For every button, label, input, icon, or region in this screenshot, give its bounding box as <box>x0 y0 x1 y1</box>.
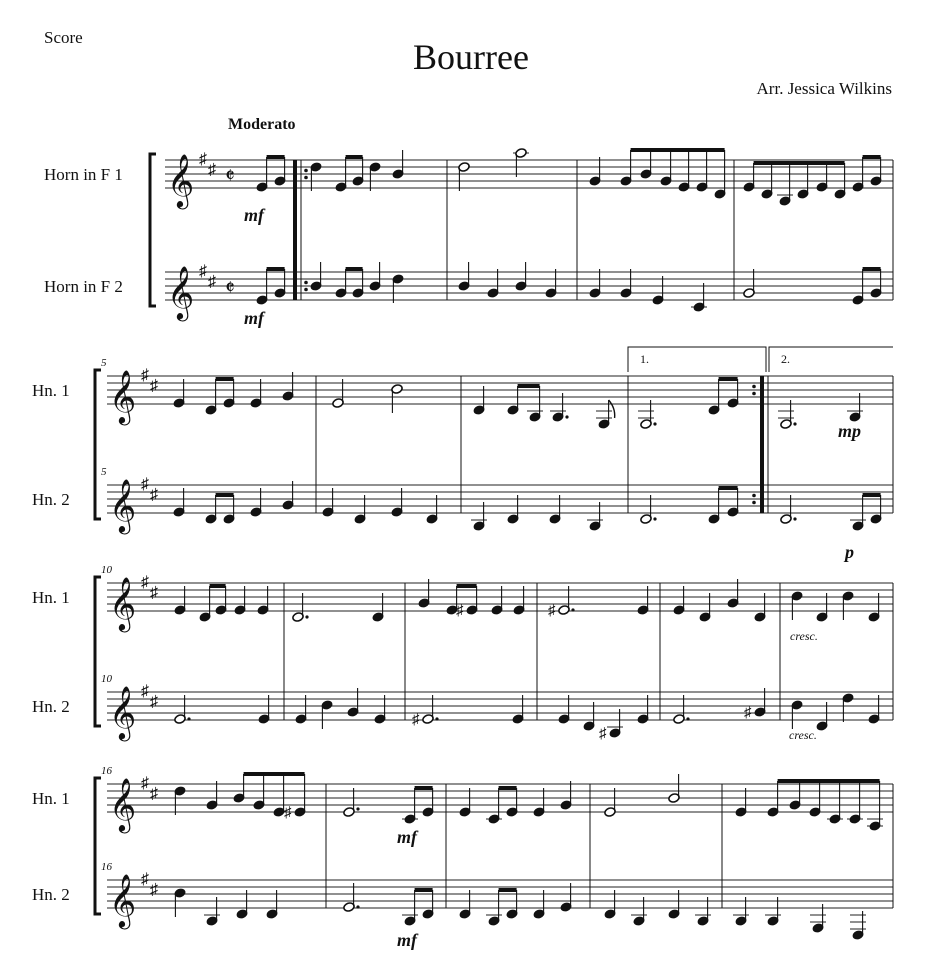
sharp-icon: ♯ <box>208 161 216 179</box>
repeat-dot <box>304 288 308 292</box>
measure-number: 10 <box>101 564 112 576</box>
sharp-icon: ♯ <box>150 486 158 504</box>
page-title: Bourree <box>413 37 529 77</box>
instrument-name-horn-2: Hn. 2 <box>32 697 70 716</box>
treble-clef-icon: 𝄞 <box>167 267 195 318</box>
sharp-icon: ♯ <box>150 377 158 395</box>
augmentation-dot <box>653 517 656 520</box>
arranger-credit: Arr. Jessica Wilkins <box>756 79 892 98</box>
system-bracket <box>95 778 101 914</box>
augmentation-dot <box>356 807 359 810</box>
sharp-icon: ♯ <box>141 476 149 493</box>
accidental-sharp-icon: ♯ <box>456 603 464 619</box>
system-bracket <box>95 370 101 519</box>
system-bracket <box>95 577 101 726</box>
repeat-dot <box>752 392 756 396</box>
augmentation-dot <box>305 615 308 618</box>
accidental-sharp-icon: ♯ <box>412 712 420 728</box>
instrument-name-horn-1: Hn. 1 <box>32 789 70 808</box>
repeat-dot <box>752 494 756 498</box>
sharp-icon: ♯ <box>141 367 149 384</box>
augmentation-dot <box>793 422 796 425</box>
augmentation-dot <box>793 517 796 520</box>
repeat-dot <box>752 501 756 505</box>
augmentation-dot <box>356 905 359 908</box>
treble-clef-icon: 𝄞 <box>109 779 137 830</box>
instrument-name-horn-2: Horn in F 2 <box>44 277 123 296</box>
sharp-icon: ♯ <box>141 683 149 700</box>
tempo-marking: Moderato <box>228 116 296 133</box>
cut-time-icon: 𝄵 <box>225 275 235 300</box>
measure-number: 10 <box>101 673 112 685</box>
sharp-icon: ♯ <box>150 881 158 899</box>
volta-label-first-ending: 1. <box>640 352 649 366</box>
treble-clef-icon: 𝄞 <box>109 875 137 926</box>
treble-clef-icon: 𝄞 <box>109 578 137 629</box>
instrument-name-horn-1: Hn. 1 <box>32 381 70 400</box>
repeat-dot <box>304 176 308 180</box>
instrument-name-horn-1: Hn. 1 <box>32 588 70 607</box>
measure-number: 5 <box>101 466 107 478</box>
measure-number: 16 <box>101 765 112 777</box>
crescendo-text: cresc. <box>789 728 817 742</box>
measure-number: 16 <box>101 861 112 873</box>
augmentation-dot <box>653 422 656 425</box>
augmentation-dot <box>686 717 689 720</box>
repeat-dot <box>304 281 308 285</box>
repeat-dot <box>752 385 756 389</box>
accidental-sharp-icon: ♯ <box>548 603 556 619</box>
treble-clef-icon: 𝄞 <box>109 371 137 422</box>
augmentation-dot <box>187 717 190 720</box>
measure-number: 5 <box>101 357 107 369</box>
sharp-icon: ♯ <box>141 871 149 888</box>
sharp-icon: ♯ <box>199 263 207 280</box>
accidental-sharp-icon: ♯ <box>599 726 607 742</box>
treble-clef-icon: 𝄞 <box>109 480 137 531</box>
accidental-sharp-icon: ♯ <box>744 705 752 721</box>
augmentation-dot <box>571 608 574 611</box>
treble-clef-icon: 𝄞 <box>109 687 137 738</box>
score-label: Score <box>44 28 83 47</box>
instrument-name-horn-1: Horn in F 1 <box>44 165 123 184</box>
crescendo-text: cresc. <box>790 629 818 643</box>
volta-label-second-ending: 2. <box>781 352 790 366</box>
instrument-name-horn-2: Hn. 2 <box>32 490 70 509</box>
dynamic-marking: mf <box>397 827 417 847</box>
sharp-icon: ♯ <box>150 785 158 803</box>
cut-time-icon: 𝄵 <box>225 163 235 188</box>
augmentation-dot <box>435 717 438 720</box>
sharp-icon: ♯ <box>150 584 158 602</box>
repeat-dot <box>304 169 308 173</box>
sharp-icon: ♯ <box>199 151 207 168</box>
augmentation-dot <box>565 415 568 418</box>
sharp-icon: ♯ <box>150 693 158 711</box>
note-flag <box>609 400 615 418</box>
dynamic-marking: mf <box>244 205 264 225</box>
dynamic-marking: mf <box>397 930 417 950</box>
sharp-icon: ♯ <box>141 574 149 591</box>
dynamic-marking: p <box>845 542 854 562</box>
dynamic-marking: mp <box>838 421 862 441</box>
treble-clef-icon: 𝄞 <box>167 155 195 206</box>
dynamic-marking: mf <box>244 308 264 328</box>
sharp-icon: ♯ <box>208 273 216 291</box>
sharp-icon: ♯ <box>141 775 149 792</box>
system-bracket <box>150 154 156 306</box>
accidental-sharp-icon: ♯ <box>284 805 292 821</box>
instrument-name-horn-2: Hn. 2 <box>32 885 70 904</box>
